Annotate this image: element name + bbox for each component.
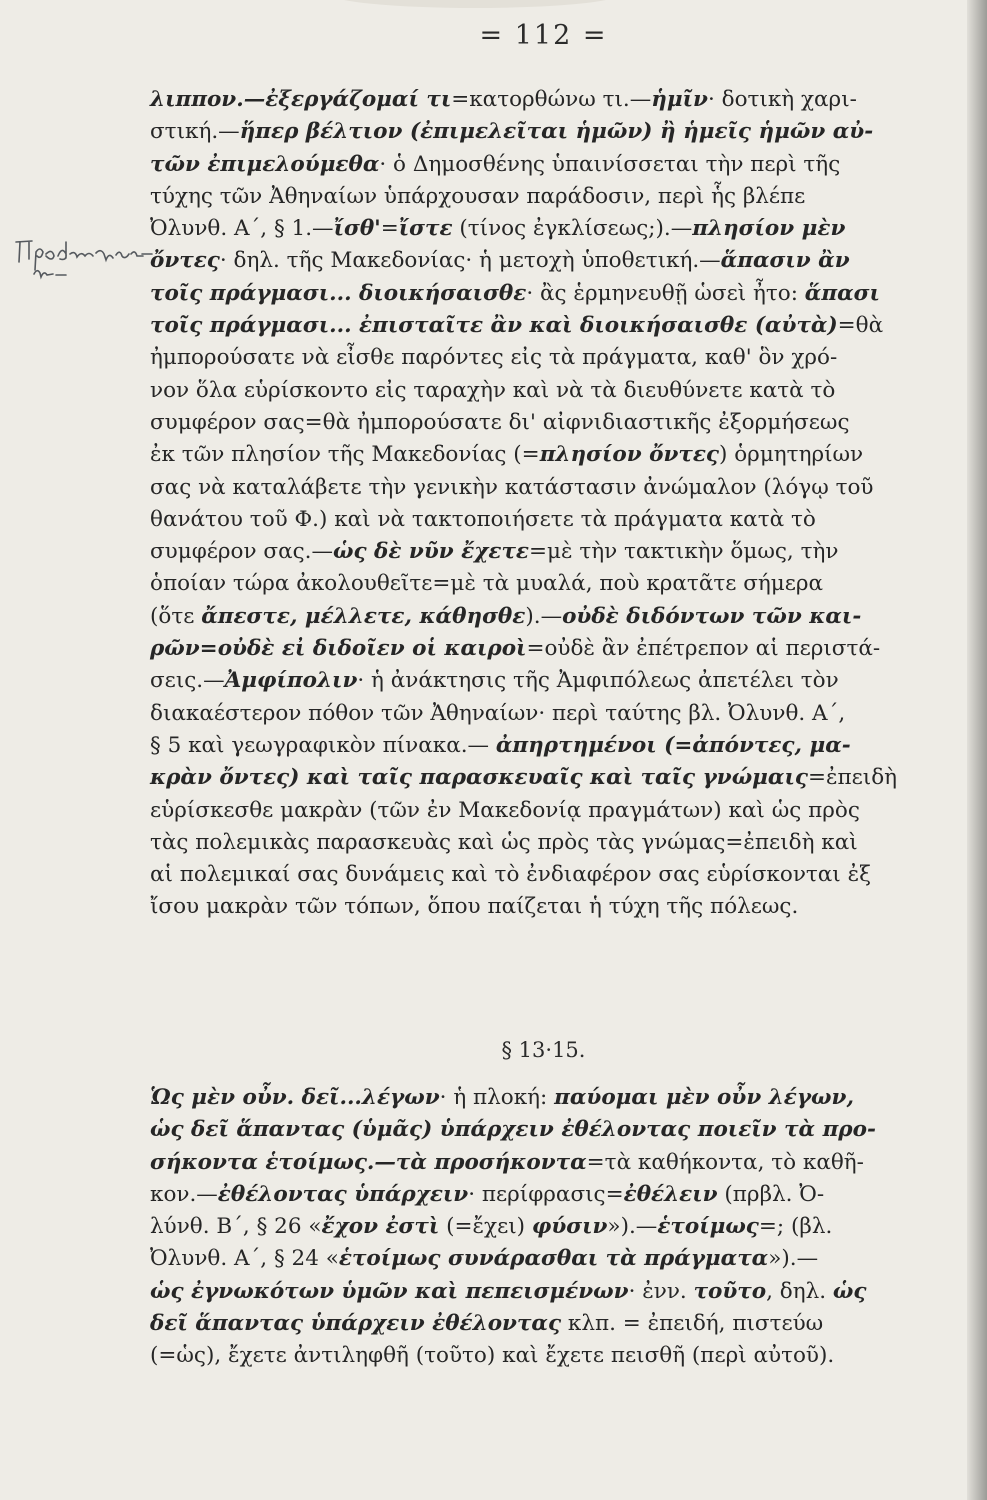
text-line	[150, 342, 933, 374]
quoted-phrase: ὡς	[832, 1278, 867, 1304]
handwritten-margin-note	[10, 232, 155, 280]
commentary-text: ).—	[525, 603, 563, 629]
commentary-text: αἱ πολεμικαί σας δυνάμεις καὶ τὸ ἐνδιαφέρον σας εὑρίσκονται ἐξ	[150, 862, 871, 888]
commentary-text: σεις.—	[150, 668, 225, 694]
commentary-text: »).—	[607, 1214, 658, 1240]
quoted-phrase: ἐθέλοντας ὑπάρχειν	[217, 1181, 469, 1207]
quoted-phrase: ἑτοίμως συνάρασθαι τὰ πράγματα	[338, 1246, 769, 1272]
quoted-phrase: ὄντες	[150, 248, 220, 274]
commentary-text: ) ὁρμητηρίων	[719, 442, 864, 468]
text-line	[150, 310, 933, 342]
quoted-phrase: ἄπεστε, μέλλετε, κάθησθε	[201, 603, 526, 629]
quoted-phrase: λιππον.—ἐξεργάζομαί τι	[150, 87, 452, 112]
quoted-phrase: ὡς ἐγνωκότων ὑμῶν καὶ πεπεισμένων	[150, 1278, 629, 1304]
page-edge-shadow	[967, 0, 987, 1500]
commentary-text: =; (βλ.	[758, 1214, 833, 1240]
commentary-paragraph-1	[150, 84, 933, 924]
commentary-text: · ἡ ἀνάκτησις τῆς Ἀμφιπόλεως ἀπετέλει τὸν	[357, 668, 839, 694]
quoted-phrase: τοῖς πράγμασι... διοικήσαισθε	[150, 280, 527, 306]
text-line	[150, 859, 933, 891]
commentary-text: (πρβλ. Ὀ-	[717, 1181, 825, 1207]
commentary-text: Ὀλυνθ. Α΄, § 1.—	[150, 216, 334, 242]
text-line	[150, 536, 933, 568]
text-line	[150, 1147, 933, 1179]
commentary-text: =ἐπειδὴ	[807, 765, 898, 791]
text-line	[150, 1243, 933, 1275]
quoted-phrase: Ὡς μὲν οὖν. δεῖ...λέγων	[150, 1085, 440, 1110]
quoted-phrase: ἅπασι	[804, 280, 880, 306]
commentary-text: · ὁ Δημοσθένης ὑπαινίσσεται τὴν περὶ τῆς	[379, 151, 841, 177]
commentary-text: ἴσου μακρὰν τῶν τόπων, ὅπου παίζεται ἡ τύχη τῆς πόλεως.	[150, 894, 799, 920]
quoted-phrase: Ἀμφίπολιν	[224, 668, 358, 694]
commentary-text: · περίφρασις=	[468, 1181, 624, 1207]
text-line	[150, 1340, 933, 1372]
commentary-text: Ὀλυνθ. Α΄, § 24 «	[150, 1246, 339, 1272]
quoted-phrase: ἑτοίμως	[657, 1214, 759, 1240]
commentary-text: § 5 καὶ γεωγραφικὸν πίνακα.—	[150, 732, 496, 758]
quoted-phrase: ὡς δὲ νῦν ἔχετε	[332, 539, 529, 565]
commentary-text: ἐκ τῶν πλησίον τῆς Μακεδονίας (=	[150, 442, 540, 468]
commentary-text: νον ὅλα εὑρίσκοντο εἰς ταραχὴν καὶ νὰ τὰ διευθύνετε κατὰ τὸ	[150, 377, 836, 403]
commentary-text: σας νὰ καταλάβετε τὴν γενικὴν κατάστασιν ἀνώμαλον (λόγῳ τοῦ	[150, 474, 874, 500]
commentary-text: λύνθ. Β΄, § 26 «	[150, 1214, 322, 1240]
quoted-phrase: ἅπασιν ἂν	[720, 248, 850, 274]
commentary-text: συμφέρον σας.—	[150, 539, 333, 565]
commentary-text: · δοτικὴ χαρι-	[707, 87, 857, 112]
commentary-text: ἠμπορούσατε νὰ εἶσθε παρόντες εἰς τὰ πράγματα, καθ' ὃν χρό-	[150, 345, 838, 371]
text-line	[150, 213, 933, 245]
text-line	[150, 149, 933, 181]
quoted-phrase: ὡς δεῖ ἅπαντας (ὑμᾶς) ὑπάρχειν ἐθέλοντας ποιεῖν τὰ προ-	[150, 1117, 876, 1143]
commentary-text: (ὅτε	[150, 603, 202, 629]
commentary-text: · δηλ. τῆς Μακεδονίας· ἡ μετοχὴ ὑποθετική.—	[219, 248, 721, 274]
commentary-text: εὑρίσκεσθε μακρὰν (τῶν ἐν Μακεδονίᾳ πραγμάτων) καὶ ὡς πρὸς	[150, 797, 860, 823]
text-line	[150, 730, 933, 762]
commentary-text: »).—	[768, 1246, 819, 1272]
text-line	[150, 375, 933, 407]
quoted-phrase: πλησίον μὲν	[692, 216, 846, 242]
commentary-text: ὁποίαν τώρα ἀκολουθεῖτε=μὲ τὰ μυαλά, ποὺ κρατᾶτε σήμερα	[150, 571, 824, 597]
text-line	[150, 1308, 933, 1340]
commentary-paragraph-2	[150, 1082, 933, 1373]
handwriting-scribble	[10, 232, 155, 280]
commentary-text: τὰς πολεμικὰς παρασκευὰς καὶ ὡς πρὸς τὰς γνώμας=ἐπειδὴ καὶ	[150, 829, 858, 855]
quoted-phrase: ἡμῖν	[651, 87, 708, 112]
text-line	[150, 633, 933, 665]
quoted-phrase: ἴστε	[398, 216, 453, 242]
text-line	[150, 439, 933, 471]
text-line	[150, 1114, 933, 1146]
commentary-text: συμφέρον σας=θὰ ἠμπορούσατε δι' αἰφνιδιαστικῆς ἐξορμήσεως	[150, 409, 850, 435]
text-line	[150, 181, 933, 213]
text-line	[150, 891, 933, 923]
commentary-text: · ἂς ἑρμηνευθῇ ὡσεὶ ἦτο:	[526, 280, 805, 306]
commentary-text: θανάτου τοῦ Φ.) καὶ νὰ τακτοποιήσετε τὰ πράγματα κατὰ τὸ	[150, 506, 816, 532]
quoted-phrase: κρὰν ὄντες) καὶ ταῖς παρασκευαῖς καὶ ταῖς γνώμαις	[150, 765, 808, 791]
text-line	[150, 278, 933, 310]
commentary-text: (=ἔχει)	[439, 1214, 532, 1240]
text-line	[150, 245, 933, 277]
text-line	[150, 665, 933, 697]
commentary-text: =οὐδὲ ἂν ἐπέτρεπον αἱ περιστά-	[526, 636, 881, 662]
commentary-text: · ἐνν.	[628, 1278, 694, 1304]
text-line	[150, 1276, 933, 1308]
section-heading: § 13·15.	[501, 1038, 586, 1062]
quoted-phrase: σήκοντα ἑτοίμως.—τὰ προσήκοντα	[150, 1149, 587, 1175]
commentary-text: =μὲ τὴν τακτικὴν ὅμως, τὴν	[528, 539, 839, 565]
quoted-phrase: ἔχον ἐστὶ	[321, 1214, 440, 1240]
text-line	[150, 795, 933, 827]
text-line	[150, 568, 933, 600]
text-line	[150, 762, 933, 794]
commentary-text: (τίνος ἐγκλίσεως;).—	[452, 216, 693, 242]
quoted-phrase: ἥπερ βέλτιον (ἐπιμελεῖται ἡμῶν) ἢ ἡμεῖς ἡμῶν αὐ-	[239, 119, 874, 145]
commentary-text: (=ὡς), ἔχετε ἀντιληφθῆ (τοῦτο) καὶ ἔχετε πεισθῆ (περὶ αὐτοῦ).	[150, 1343, 835, 1369]
text-line	[150, 1082, 933, 1114]
page-number: = 112 =	[479, 20, 608, 51]
commentary-text: κον.—	[150, 1181, 218, 1207]
quoted-phrase: ρῶν=οὐδὲ εἰ διδοῖεν οἱ καιροὶ	[150, 636, 527, 662]
commentary-text: στική.—	[150, 119, 240, 145]
quoted-phrase: φύσιν	[531, 1214, 608, 1240]
commentary-text: =θὰ	[837, 313, 884, 339]
commentary-text: τύχης τῶν Ἀθηναίων ὑπάρχουσαν παράδοσιν, περὶ ἧς βλέπε	[150, 183, 806, 209]
text-line	[150, 827, 933, 859]
commentary-text: =τὰ καθήκοντα, τὸ καθῆ-	[586, 1149, 864, 1175]
commentary-text: , δηλ.	[766, 1278, 833, 1304]
text-line	[150, 1211, 933, 1243]
text-line	[150, 84, 933, 116]
commentary-text: κλπ. = ἐπειδή, πιστεύω	[561, 1311, 824, 1337]
quoted-phrase: ἀπηρτημένοι (=ἀπόντες, μα-	[495, 732, 851, 758]
text-line	[150, 504, 933, 536]
text-line	[150, 472, 933, 504]
text-line	[150, 407, 933, 439]
quoted-phrase: ἴσθ'	[333, 216, 381, 242]
text-line	[150, 601, 933, 633]
paper-stain	[330, 0, 620, 8]
quoted-phrase: τῶν ἐπιμελούμεθα	[150, 151, 380, 177]
text-line	[150, 1179, 933, 1211]
quoted-phrase: παύομαι μὲν οὖν λέγων,	[554, 1085, 854, 1110]
quoted-phrase: πλησίον ὄντες	[539, 442, 720, 468]
quoted-phrase: ἐθέλειν	[623, 1181, 718, 1207]
commentary-text: · ἡ πλοκή:	[439, 1085, 555, 1110]
quoted-phrase: τοῖς πράγμασι... ἐπισταῖτε ἂν καὶ διοικήσαισθε (αὐτὰ)	[150, 313, 838, 339]
commentary-text: διακαέστερον πόθον τῶν Ἀθηναίων· περὶ ταύτης βλ. Ὀλυνθ. Α΄,	[150, 700, 846, 726]
text-line	[150, 116, 933, 148]
commentary-text: =κατορθώνω τι.—	[451, 87, 652, 112]
quoted-phrase: δεῖ ἅπαντας ὑπάρχειν ἐθέλοντας	[150, 1311, 562, 1337]
quoted-phrase: τοῦτο	[693, 1278, 767, 1304]
text-line	[150, 698, 933, 730]
commentary-text: =	[380, 216, 399, 242]
quoted-phrase: οὐδὲ διδόντων τῶν και-	[562, 603, 862, 629]
